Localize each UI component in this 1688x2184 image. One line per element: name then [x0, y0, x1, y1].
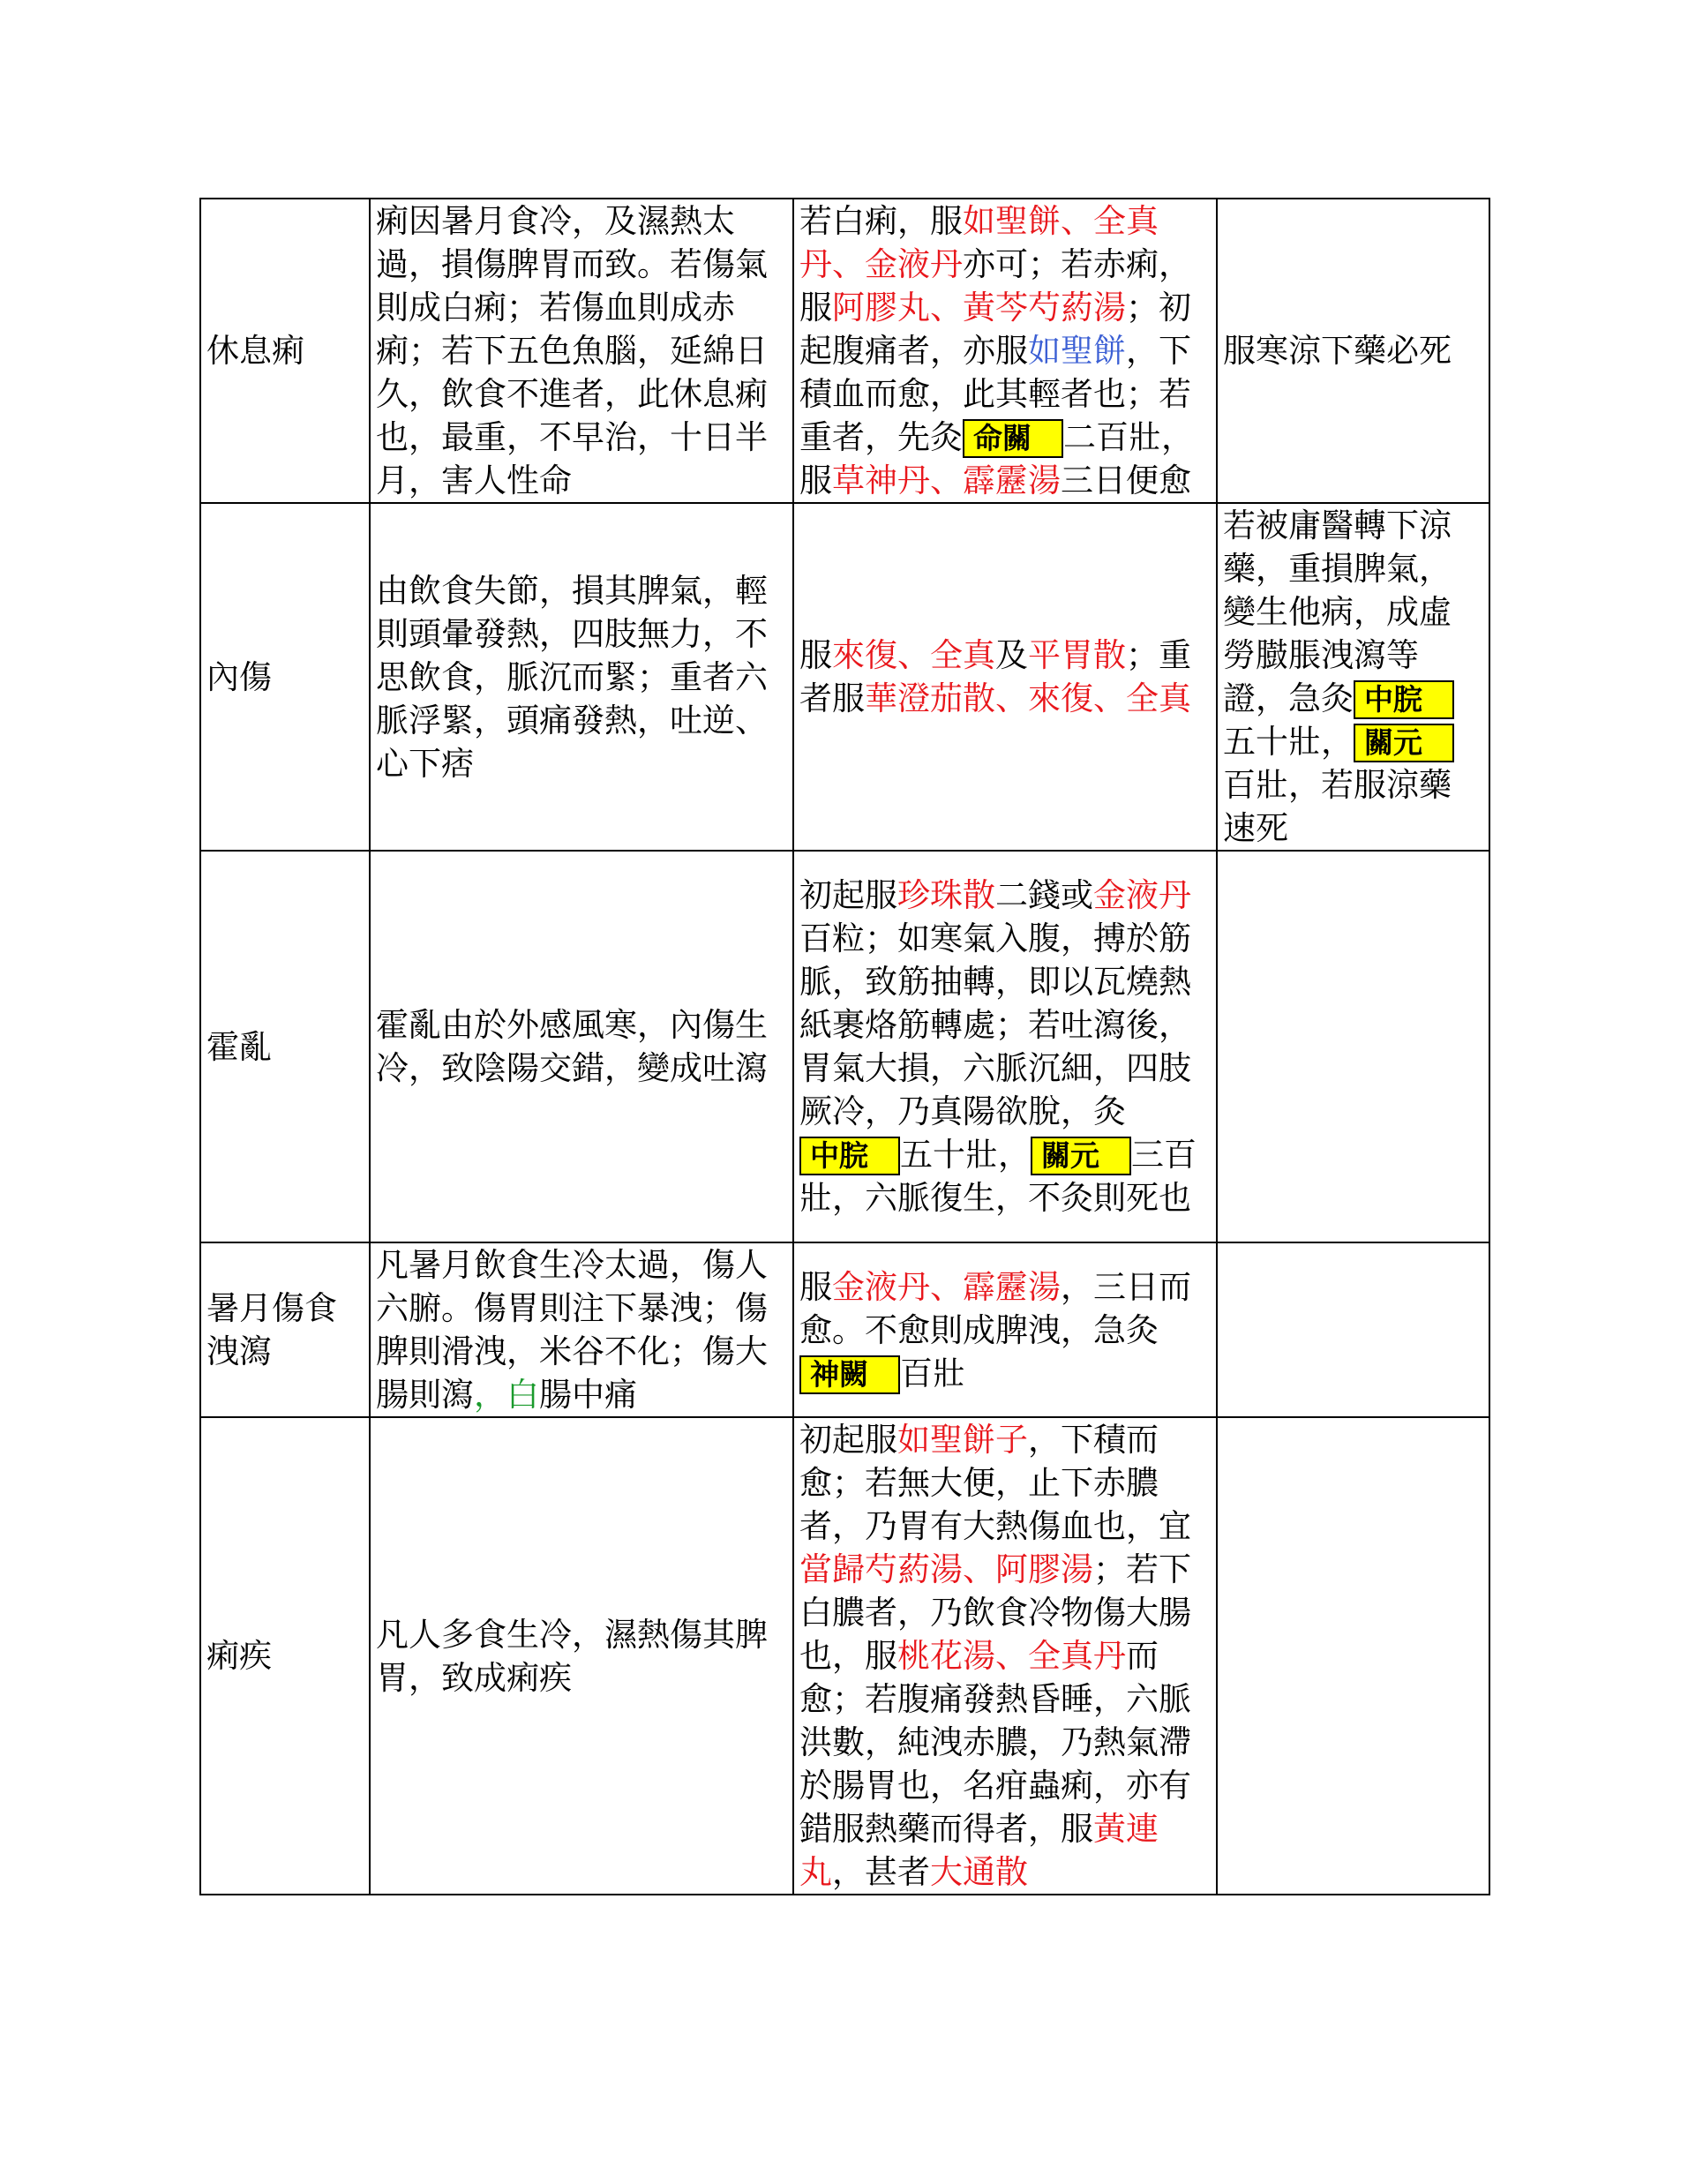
- medicine-name: 阿膠丸: [832, 289, 930, 326]
- cause-cell: [370, 199, 793, 503]
- treatment-text: ；重者服: [799, 636, 1191, 717]
- medicine-name: 如聖餅: [1028, 332, 1126, 370]
- medicine-name: 平胃散: [1028, 636, 1126, 674]
- table-row: [200, 851, 1489, 1242]
- disease-name-cell: [200, 1242, 370, 1417]
- treatment-text: 而愈；若腹痛發熱昏睡，六脈洪數，純洩赤膿，乃熱氣滯於腸胃也，名疳蟲痢，亦有錯服熱藥而得者，服: [799, 1637, 1191, 1848]
- medicine-name: 桃花湯: [897, 1637, 995, 1675]
- warning-text: 若被庸醫轉下涼藥，重損脾氣，變生他病，成虛勞臌脹洩瀉等證，急灸: [1223, 507, 1452, 717]
- cause-text: 由飲食失節，損其脾氣，輕則頭暈發熱，四肢無力，不思飲食，脈沉而緊；重者六脈浮緊，頭痛發熱，吐逆、心下痞: [376, 571, 768, 783]
- cause-text: 痢因暑月食冷，及濕熱太過，損傷脾胃而致。若傷氣則成白痢；若傷血則成赤痢；若下五色魚腦，延綿日久，飲食不進者，此休息痢也，最重，不早治，十日半月，害人性命: [376, 202, 768, 499]
- separator: 、: [995, 1637, 1028, 1675]
- warning-cell: [1217, 199, 1489, 503]
- disease-name-cell: [200, 1417, 370, 1895]
- separator: 、: [832, 245, 865, 283]
- separator: 、: [930, 462, 963, 499]
- warning-cell: [1217, 503, 1489, 851]
- treatment-text: 五十壯，: [900, 1136, 1031, 1174]
- treatment-text: 百粒；如寒氣入腹，搏於筋脈，致筋抽轉，即以瓦燒熱紙裹烙筋轉處；若吐瀉後，胃氣大損，六脈沉細，四肢厥冷，乃真陽欲脫，灸: [799, 919, 1191, 1130]
- treatment-text: 服: [799, 1267, 832, 1306]
- treatment-cell: [793, 1242, 1217, 1417]
- cause-cell: [370, 503, 793, 851]
- medicine-name: 金液丹: [865, 245, 963, 283]
- warning-cell: [1217, 1242, 1489, 1417]
- table-row: [200, 1242, 1489, 1417]
- table-row: [200, 1417, 1489, 1895]
- treatment-text: ；若下白膿者，乃飲食冷物傷大腸也，服: [799, 1550, 1191, 1675]
- separator: 、: [995, 679, 1028, 717]
- table-row: [200, 199, 1489, 503]
- medicine-name: 珍珠散: [897, 876, 995, 914]
- cause-text: 腸中痛: [539, 1376, 637, 1414]
- treatment-text: 服: [799, 636, 832, 674]
- medicine-name: 如聖餅子: [897, 1421, 1028, 1459]
- cause-cell: [370, 1417, 793, 1895]
- highlighted-word: 白: [506, 1376, 539, 1414]
- treatment-text: ，下積而愈；若無大便，止下赤膿者，乃胃有大熱傷血也，宜: [799, 1421, 1191, 1545]
- warning-cell: [1217, 851, 1489, 1242]
- treatment-text: ，三日而愈。不愈則成脾洩，急灸: [799, 1267, 1191, 1349]
- acupoint-label: 中脘: [799, 1137, 900, 1175]
- disease-name-cell: [200, 851, 370, 1242]
- disease-name-cell: [200, 199, 370, 503]
- cause-cell: [370, 851, 793, 1242]
- acupoint-label: 神闕: [799, 1355, 900, 1394]
- separator: ，: [474, 1376, 506, 1414]
- warning-text: 百壯，若服涼藥速死: [1223, 766, 1452, 847]
- medicine-name: 大通散: [930, 1853, 1028, 1891]
- treatment-cell: [793, 503, 1217, 851]
- medicine-name: 全真丹: [1028, 1637, 1126, 1675]
- medicine-name: 來復: [832, 636, 897, 674]
- separator: 、: [963, 1550, 995, 1588]
- treatment-text: ，甚者: [832, 1853, 930, 1891]
- medicine-name: 金液丹: [1093, 876, 1191, 914]
- disease-name: 暑月傷食洩瀉: [206, 1289, 337, 1370]
- medicine-name: 金液丹: [832, 1267, 930, 1306]
- medicine-name: 全真: [930, 636, 995, 674]
- separator: 、: [1093, 679, 1126, 717]
- medicine-name: 霹靂湯: [963, 1267, 1061, 1306]
- separator: 、: [930, 1267, 963, 1306]
- warning-text: 服寒涼下藥必死: [1223, 332, 1452, 370]
- medicine-name: 如聖餅: [963, 202, 1061, 240]
- separator: 、: [897, 636, 930, 674]
- cause-text: 凡暑月飲食生冷太過，傷人六腑。傷胃則注下暴洩；傷脾則滑洩，米谷不化；傷大腸則瀉: [376, 1246, 768, 1414]
- disease-name: 內傷: [206, 657, 272, 696]
- treatment-text: 百壯: [900, 1354, 965, 1392]
- warning-cell: [1217, 1417, 1489, 1895]
- treatment-cell: [793, 851, 1217, 1242]
- treatment-text: 及: [995, 636, 1028, 674]
- medicine-name: 霹靂湯: [963, 462, 1061, 499]
- treatment-text: 三百壯，六脈復生，不灸則死也: [799, 1136, 1197, 1217]
- separator: 、: [930, 289, 963, 326]
- treatment-text: 二錢或: [995, 876, 1093, 914]
- disease-name: 痢疾: [206, 1637, 272, 1675]
- medicine-name: 當歸芍葯湯: [799, 1550, 963, 1588]
- cause-cell: [370, 1242, 793, 1417]
- disease-name: 休息痢: [206, 332, 304, 370]
- acupoint-label: 關元: [1031, 1137, 1131, 1175]
- cause-text: 凡人多食生冷，濕熱傷其脾胃，致成痢疾: [376, 1615, 768, 1697]
- disease-name: 霍亂: [206, 1027, 272, 1066]
- acupoint-label: 命關: [963, 419, 1063, 458]
- treatment-text: 三日便愈: [1061, 462, 1191, 499]
- table-row: [200, 503, 1489, 851]
- disease-name-cell: [200, 503, 370, 851]
- treatment-cell: [793, 1417, 1217, 1895]
- treatment-text: ，下積血而愈，此其輕者也；若重者，先灸: [799, 332, 1191, 456]
- treatment-text: 亦可；若赤痢，服: [799, 245, 1191, 326]
- medicine-name: 全真丹: [799, 202, 1159, 283]
- acupoint-label: 中脘: [1354, 680, 1454, 719]
- disease-treatment-table: [199, 198, 1490, 1895]
- treatment-text: 初起服: [799, 876, 897, 914]
- warning-text: 五十壯，: [1223, 723, 1354, 761]
- medicine-name: 華澄茄散: [865, 679, 995, 717]
- medicine-name: 全真: [1126, 679, 1191, 717]
- medicine-name: 草神丹: [832, 462, 930, 499]
- acupoint-label: 關元: [1354, 724, 1454, 762]
- medicine-name: 黃連丸: [799, 1810, 1159, 1891]
- medicine-name: 黃芩芍葯湯: [963, 289, 1126, 326]
- treatment-text: ；初起腹痛者，亦服: [799, 289, 1191, 370]
- treatment-text: 若白痢，服: [799, 202, 963, 240]
- treatment-text: 二百壯，服: [799, 418, 1194, 499]
- separator: 、: [1061, 202, 1093, 240]
- medicine-name: 阿膠湯: [995, 1550, 1093, 1588]
- cause-text: 霍亂由於外感風寒，內傷生冷，致陰陽交錯，變成吐瀉: [376, 1006, 768, 1087]
- treatment-text: 初起服: [799, 1421, 897, 1459]
- treatment-cell: [793, 199, 1217, 503]
- medicine-name: 來復: [1028, 679, 1093, 717]
